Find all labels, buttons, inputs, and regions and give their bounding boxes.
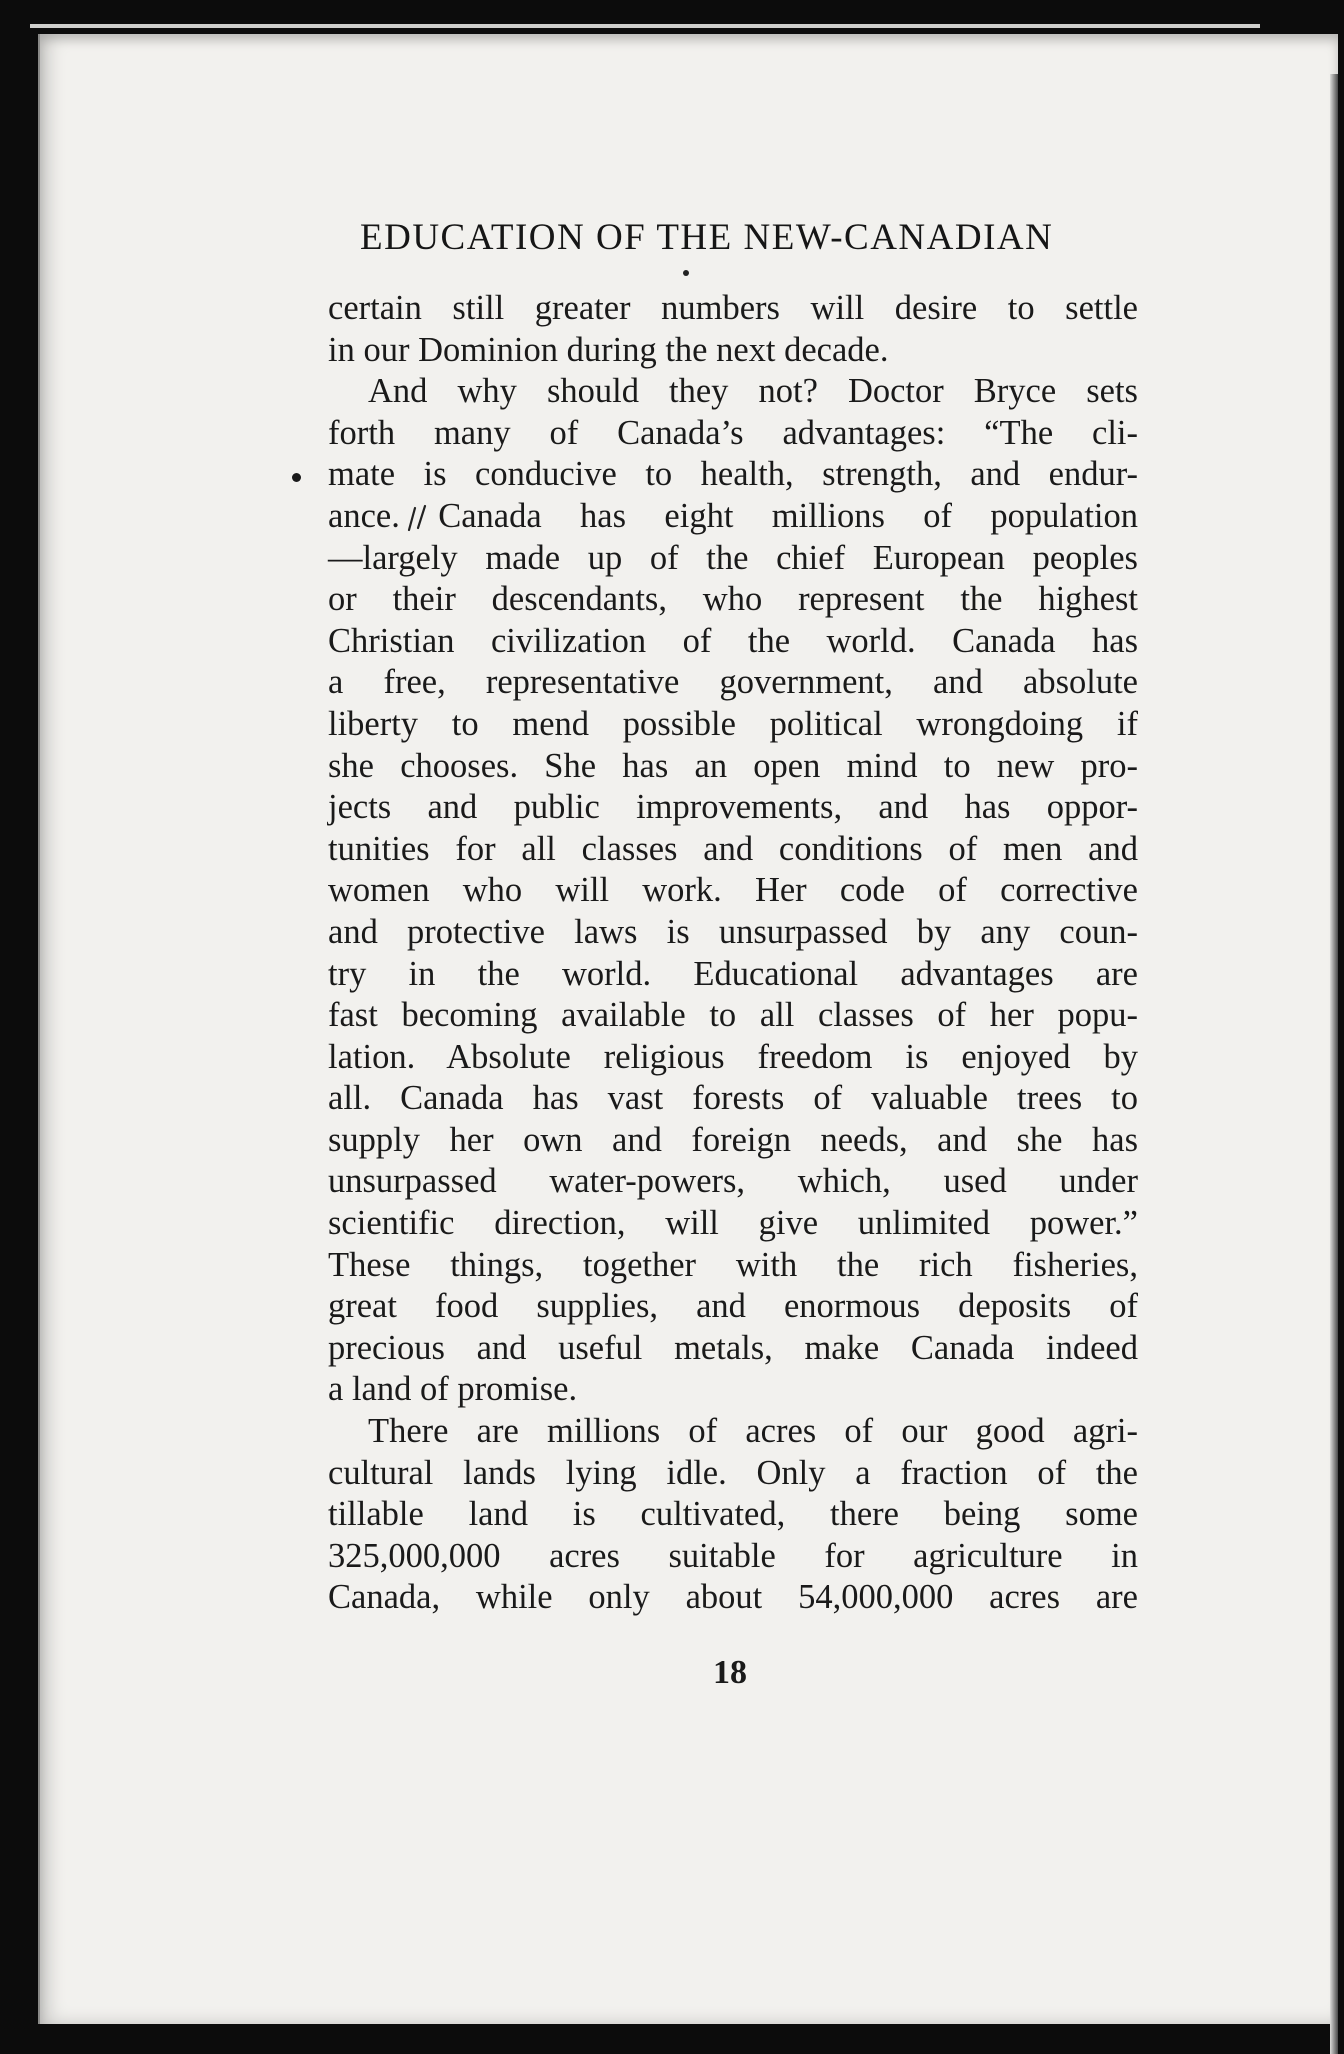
text-line: Christian civilization of the world. Canada has bbox=[328, 621, 1138, 660]
page-right-edge bbox=[1330, 74, 1338, 2054]
text-line: jects and public improvements, and has oppor- bbox=[328, 788, 1138, 827]
text-line: tunities for all classes and conditions of men and bbox=[328, 829, 1138, 868]
text-line: Canada, while only about 54,000,000 acres are bbox=[328, 1578, 1138, 1617]
page-number: 18 bbox=[713, 1654, 747, 1691]
text-line: unsurpassed water-powers, which, used under bbox=[328, 1162, 1138, 1201]
book-top-edge bbox=[30, 24, 1260, 28]
text-line: or their descendants, who represent the highest bbox=[328, 580, 1138, 619]
text-line: certain still greater numbers will desire to settle bbox=[328, 289, 1138, 327]
text-line: lation. Absolute religious freedom is enjoyed by bbox=[328, 1037, 1138, 1076]
text-line: These things, together with the rich fisheries, bbox=[328, 1245, 1138, 1284]
stray-ink-dot bbox=[683, 270, 689, 276]
body-text bbox=[328, 288, 1138, 1619]
text-line: she chooses. She has an open mind to new pro- bbox=[328, 746, 1138, 785]
text-line: forth many of Canada’s advantages: “The cli- bbox=[328, 413, 1138, 452]
text-line: 325,000,000 acres suitable for agriculture in bbox=[328, 1536, 1138, 1575]
text-line: liberty to mend possible political wrongdoing if bbox=[328, 704, 1138, 743]
text-line: a land of promise. bbox=[328, 1370, 578, 1409]
text-line: precious and useful metals, make Canada indeed bbox=[328, 1328, 1138, 1367]
text-line: There are millions of acres of our good agri- bbox=[368, 1412, 1138, 1451]
running-head: EDUCATION OF THE NEW-CANADIAN bbox=[360, 217, 1054, 258]
margin-ink-mark bbox=[292, 473, 301, 482]
text-line: in our Dominion during the next decade. bbox=[328, 330, 889, 369]
text-line: great food supplies, and enormous deposits of bbox=[328, 1287, 1138, 1326]
text-line: ance. Canada has eight millions of population bbox=[328, 496, 1138, 535]
text-line: and protective laws is unsurpassed by any coun- bbox=[328, 912, 1138, 951]
text-line: fast becoming available to all classes of her popu- bbox=[328, 996, 1138, 1035]
text-line: try in the world. Educational advantages are bbox=[328, 954, 1138, 993]
text-line: a free, representative government, and absolute bbox=[328, 663, 1138, 702]
text-line: all. Canada has vast forests of valuable trees to bbox=[328, 1079, 1138, 1118]
text-line: women who will work. Her code of corrective bbox=[328, 871, 1138, 910]
text-line: And why should they not? Doctor Bryce sets bbox=[368, 372, 1138, 411]
text-line: mate is conducive to health, strength, and endur- bbox=[328, 455, 1138, 494]
text-line: tillable land is cultivated, there being some bbox=[328, 1495, 1138, 1534]
text-line: supply her own and foreign needs, and she has bbox=[328, 1120, 1138, 1159]
text-line: cultural lands lying idle. Only a fraction of the bbox=[328, 1453, 1138, 1492]
text-line: —largely made up of the chief European peoples bbox=[328, 538, 1138, 577]
text-line: scientific direction, will give unlimited power.” bbox=[328, 1204, 1138, 1243]
